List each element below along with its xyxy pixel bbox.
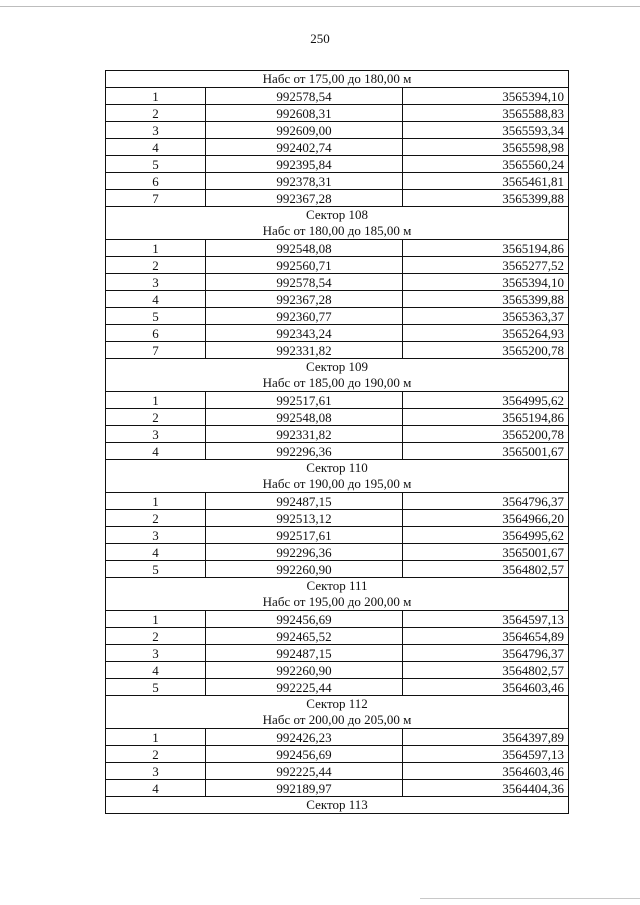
sector-header-row [106, 578, 569, 611]
table-row [106, 443, 569, 460]
elevation-range: Набс от 175,00 до 180,00 м [262, 71, 412, 86]
x-coordinate-cell: 992260,90 [206, 662, 403, 679]
x-coordinate-cell: 992426,23 [206, 729, 403, 746]
x-coordinate-cell: 992225,44 [206, 763, 403, 780]
sector-header-cell [106, 71, 569, 88]
point-number-cell: 1 [106, 611, 206, 628]
table-row [106, 257, 569, 274]
table-row [106, 139, 569, 156]
y-coordinate-cell: 3565277,52 [403, 257, 569, 274]
y-coordinate-cell: 3565194,86 [403, 409, 569, 426]
point-number-cell: 7 [106, 342, 206, 359]
y-coordinate-cell: 3564603,46 [403, 763, 569, 780]
table-row [106, 409, 569, 426]
table-row [106, 291, 569, 308]
sector-header-row [106, 460, 569, 493]
table-row [106, 190, 569, 207]
point-number-cell: 2 [106, 510, 206, 527]
table-row [106, 679, 569, 696]
elevation-range: Набс от 190,00 до 195,00 м [262, 476, 412, 491]
sector-header-row [106, 797, 569, 814]
y-coordinate-cell: 3565588,83 [403, 105, 569, 122]
x-coordinate-cell: 992578,54 [206, 88, 403, 105]
x-coordinate-cell: 992367,28 [206, 190, 403, 207]
y-coordinate-cell: 3564995,62 [403, 392, 569, 409]
y-coordinate-cell: 3564802,57 [403, 561, 569, 578]
point-number-cell: 3 [106, 274, 206, 291]
point-number-cell: 1 [106, 493, 206, 510]
table-row [106, 729, 569, 746]
point-number-cell: 3 [106, 527, 206, 544]
point-number-cell: 5 [106, 308, 206, 325]
scan-edge-top [0, 6, 640, 7]
point-number-cell: 5 [106, 561, 206, 578]
x-coordinate-cell: 992578,54 [206, 274, 403, 291]
point-number-cell: 7 [106, 190, 206, 207]
table-row [106, 105, 569, 122]
y-coordinate-cell: 3565598,98 [403, 139, 569, 156]
table-row [106, 561, 569, 578]
y-coordinate-cell: 3564966,20 [403, 510, 569, 527]
x-coordinate-cell: 992608,31 [206, 105, 403, 122]
coordinates-table-body [106, 71, 569, 814]
sector-header-row [106, 696, 569, 729]
coordinates-table [105, 70, 569, 814]
table-row [106, 173, 569, 190]
sector-title: Сектор 108 [306, 207, 369, 222]
elevation-range: Набс от 195,00 до 200,00 м [262, 594, 412, 609]
elevation-range: Набс от 200,00 до 205,00 м [262, 712, 412, 727]
y-coordinate-cell: 3565593,34 [403, 122, 569, 139]
x-coordinate-cell: 992487,15 [206, 493, 403, 510]
x-coordinate-cell: 992331,82 [206, 426, 403, 443]
sector-header-row [106, 71, 569, 88]
x-coordinate-cell: 992296,36 [206, 443, 403, 460]
x-coordinate-cell: 992260,90 [206, 561, 403, 578]
sector-header-cell [106, 578, 569, 611]
point-number-cell: 1 [106, 240, 206, 257]
sector-title: Сектор 112 [306, 696, 368, 711]
table-row [106, 763, 569, 780]
point-number-cell: 2 [106, 746, 206, 763]
x-coordinate-cell: 992331,82 [206, 342, 403, 359]
y-coordinate-cell: 3565399,88 [403, 291, 569, 308]
point-number-cell: 1 [106, 392, 206, 409]
x-coordinate-cell: 992609,00 [206, 122, 403, 139]
y-coordinate-cell: 3565200,78 [403, 426, 569, 443]
y-coordinate-cell: 3565001,67 [403, 443, 569, 460]
elevation-range: Набс от 185,00 до 190,00 м [262, 375, 412, 390]
point-number-cell: 3 [106, 763, 206, 780]
scan-edge-bottom [420, 898, 640, 899]
y-coordinate-cell: 3565461,81 [403, 173, 569, 190]
sector-header-cell [106, 359, 569, 392]
x-coordinate-cell: 992456,69 [206, 611, 403, 628]
point-number-cell: 5 [106, 679, 206, 696]
table-row [106, 645, 569, 662]
table-row [106, 240, 569, 257]
sector-header-row [106, 359, 569, 392]
y-coordinate-cell: 3564796,37 [403, 645, 569, 662]
point-number-cell: 3 [106, 645, 206, 662]
point-number-cell: 1 [106, 88, 206, 105]
x-coordinate-cell: 992517,61 [206, 527, 403, 544]
x-coordinate-cell: 992548,08 [206, 240, 403, 257]
x-coordinate-cell: 992465,52 [206, 628, 403, 645]
sector-header-cell [106, 797, 569, 814]
table-row [106, 510, 569, 527]
x-coordinate-cell: 992360,77 [206, 308, 403, 325]
y-coordinate-cell: 3565194,86 [403, 240, 569, 257]
sector-header-cell [106, 460, 569, 493]
point-number-cell: 1 [106, 729, 206, 746]
y-coordinate-cell: 3565399,88 [403, 190, 569, 207]
point-number-cell: 4 [106, 139, 206, 156]
point-number-cell: 4 [106, 544, 206, 561]
table-row [106, 662, 569, 679]
point-number-cell: 3 [106, 122, 206, 139]
y-coordinate-cell: 3565394,10 [403, 88, 569, 105]
y-coordinate-cell: 3564404,36 [403, 780, 569, 797]
point-number-cell: 4 [106, 443, 206, 460]
y-coordinate-cell: 3565363,37 [403, 308, 569, 325]
sector-header-row [106, 207, 569, 240]
table-row [106, 544, 569, 561]
point-number-cell: 2 [106, 628, 206, 645]
y-coordinate-cell: 3565264,93 [403, 325, 569, 342]
x-coordinate-cell: 992560,71 [206, 257, 403, 274]
y-coordinate-cell: 3565200,78 [403, 342, 569, 359]
table-row [106, 426, 569, 443]
table-row [106, 746, 569, 763]
point-number-cell: 4 [106, 291, 206, 308]
sector-title: Сектор 110 [306, 460, 368, 475]
y-coordinate-cell: 3565394,10 [403, 274, 569, 291]
table-row [106, 493, 569, 510]
x-coordinate-cell: 992189,97 [206, 780, 403, 797]
y-coordinate-cell: 3564802,57 [403, 662, 569, 679]
point-number-cell: 6 [106, 325, 206, 342]
sector-header-cell [106, 696, 569, 729]
table-row [106, 628, 569, 645]
x-coordinate-cell: 992395,84 [206, 156, 403, 173]
sector-title: Сектор 113 [306, 797, 368, 812]
table-row [106, 308, 569, 325]
point-number-cell: 3 [106, 426, 206, 443]
y-coordinate-cell: 3564597,13 [403, 611, 569, 628]
x-coordinate-cell: 992456,69 [206, 746, 403, 763]
table-row [106, 392, 569, 409]
table-row [106, 274, 569, 291]
table-row [106, 780, 569, 797]
x-coordinate-cell: 992487,15 [206, 645, 403, 662]
point-number-cell: 4 [106, 780, 206, 797]
y-coordinate-cell: 3565001,67 [403, 544, 569, 561]
table-row [106, 342, 569, 359]
y-coordinate-cell: 3564995,62 [403, 527, 569, 544]
point-number-cell: 2 [106, 257, 206, 274]
point-number-cell: 5 [106, 156, 206, 173]
x-coordinate-cell: 992517,61 [206, 392, 403, 409]
sector-title: Сектор 109 [306, 359, 369, 374]
table-row [106, 156, 569, 173]
x-coordinate-cell: 992367,28 [206, 291, 403, 308]
table-row [106, 325, 569, 342]
x-coordinate-cell: 992225,44 [206, 679, 403, 696]
x-coordinate-cell: 992513,12 [206, 510, 403, 527]
y-coordinate-cell: 3564603,46 [403, 679, 569, 696]
x-coordinate-cell: 992296,36 [206, 544, 403, 561]
table-row [106, 122, 569, 139]
point-number-cell: 4 [106, 662, 206, 679]
x-coordinate-cell: 992402,74 [206, 139, 403, 156]
point-number-cell: 2 [106, 105, 206, 122]
x-coordinate-cell: 992343,24 [206, 325, 403, 342]
sector-header-cell [106, 207, 569, 240]
table-row [106, 88, 569, 105]
elevation-range: Набс от 180,00 до 185,00 м [262, 223, 412, 238]
table-row [106, 527, 569, 544]
y-coordinate-cell: 3564796,37 [403, 493, 569, 510]
table-row [106, 611, 569, 628]
y-coordinate-cell: 3565560,24 [403, 156, 569, 173]
point-number-cell: 2 [106, 409, 206, 426]
y-coordinate-cell: 3564654,89 [403, 628, 569, 645]
y-coordinate-cell: 3564597,13 [403, 746, 569, 763]
point-number-cell: 6 [106, 173, 206, 190]
sector-title: Сектор 111 [306, 578, 368, 593]
page-number: 250 [310, 31, 330, 46]
x-coordinate-cell: 992378,31 [206, 173, 403, 190]
x-coordinate-cell: 992548,08 [206, 409, 403, 426]
y-coordinate-cell: 3564397,89 [403, 729, 569, 746]
